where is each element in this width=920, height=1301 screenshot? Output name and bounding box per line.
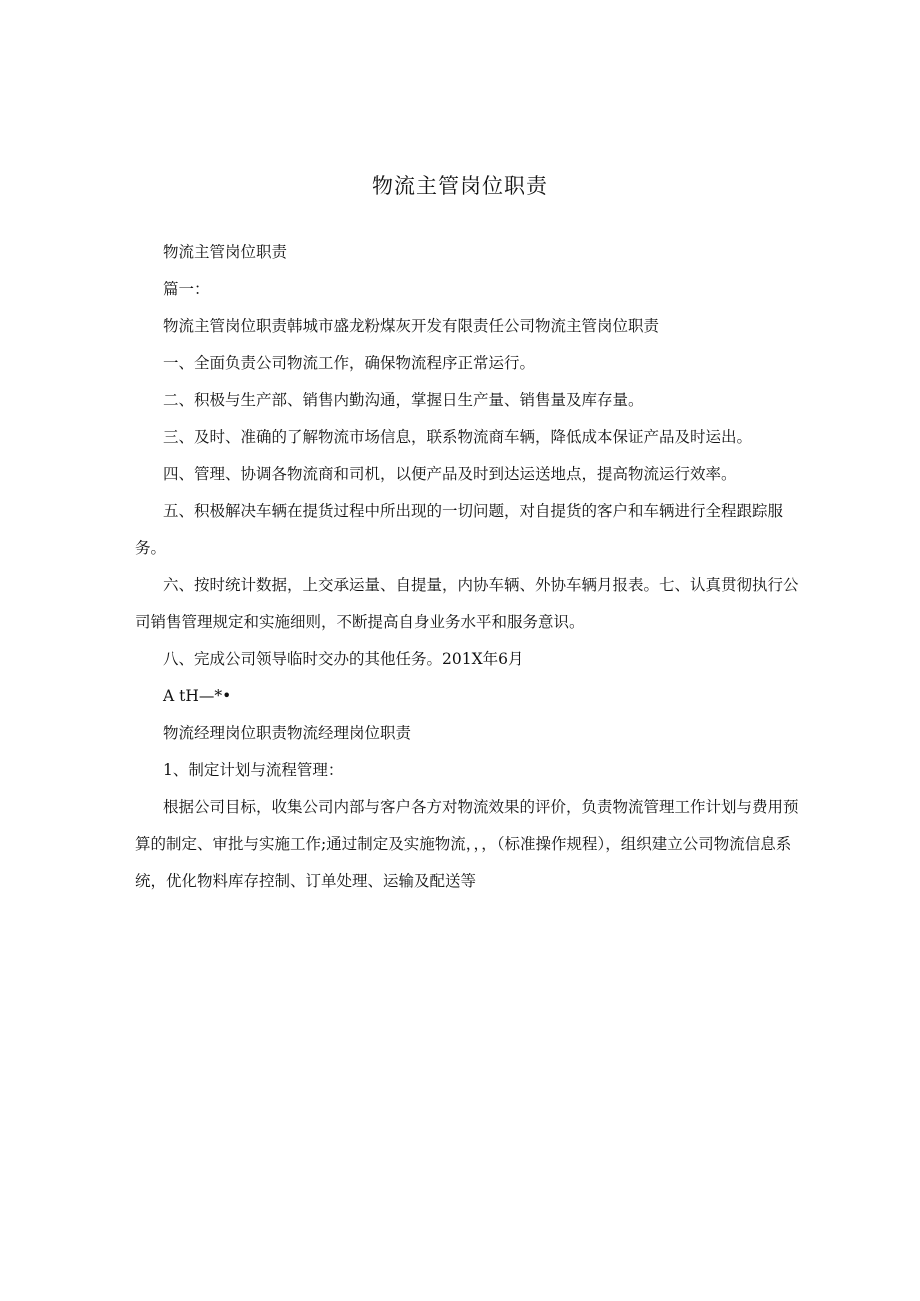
document-title: 物流主管岗位职责 (372, 174, 548, 198)
paragraph: 1、制定计划与流程管理： (163, 761, 344, 779)
paragraph: 五、积极解决车辆在提货过程中所出现的一切问题，对自提货的客户和车辆进行全程跟踪服务。 (135, 502, 784, 557)
paragraph: 四、管理、协调各物流商和司机，以便产品及时到达运送地点，提高物流运行效率。 (163, 465, 737, 483)
paragraph: 八、完成公司领导临时交办的其他任务。201X年6月 (163, 650, 524, 668)
paragraph: 物流主管岗位职责韩城市盛龙粉煤灰开发有限责任公司物流主管岗位职责 (163, 317, 660, 335)
paragraph: 一、全面负责公司物流工作，确保物流程序正常运行。 (163, 354, 536, 372)
paragraph: 三、及时、准确的了解物流市场信息，联系物流商车辆，降低成本保证产品及时运出。 (163, 428, 753, 446)
paragraph: A tH—*• (163, 687, 232, 705)
paragraph: 物流主管岗位职责 (163, 243, 288, 261)
document-body (135, 234, 800, 900)
paragraph: 物流经理岗位职责物流经理岗位职责 (163, 724, 412, 742)
paragraph: 二、积极与生产部、销售内勤沟通，掌握日生产量、销售量及库存量。 (163, 391, 644, 409)
paragraph: 六、按时统计数据，上交承运量、自提量，内协车辆、外协车辆月报表。七、认真贯彻执行公司销售管理规定和实施细则，不断提高自身业务水平和服务意识。 (135, 576, 799, 631)
paragraph: 根据公司目标，收集公司内部与客户各方对物流效果的评价，负责物流管理工作计划与费用预算的制定、审批与实施工作;通过制定及实施物流，，，（标准操作规程），组织建立公司物流信息系统，优化物料库存控制、订单处理、运输及配送等 (135, 798, 799, 890)
paragraph: 篇一： (163, 280, 210, 298)
